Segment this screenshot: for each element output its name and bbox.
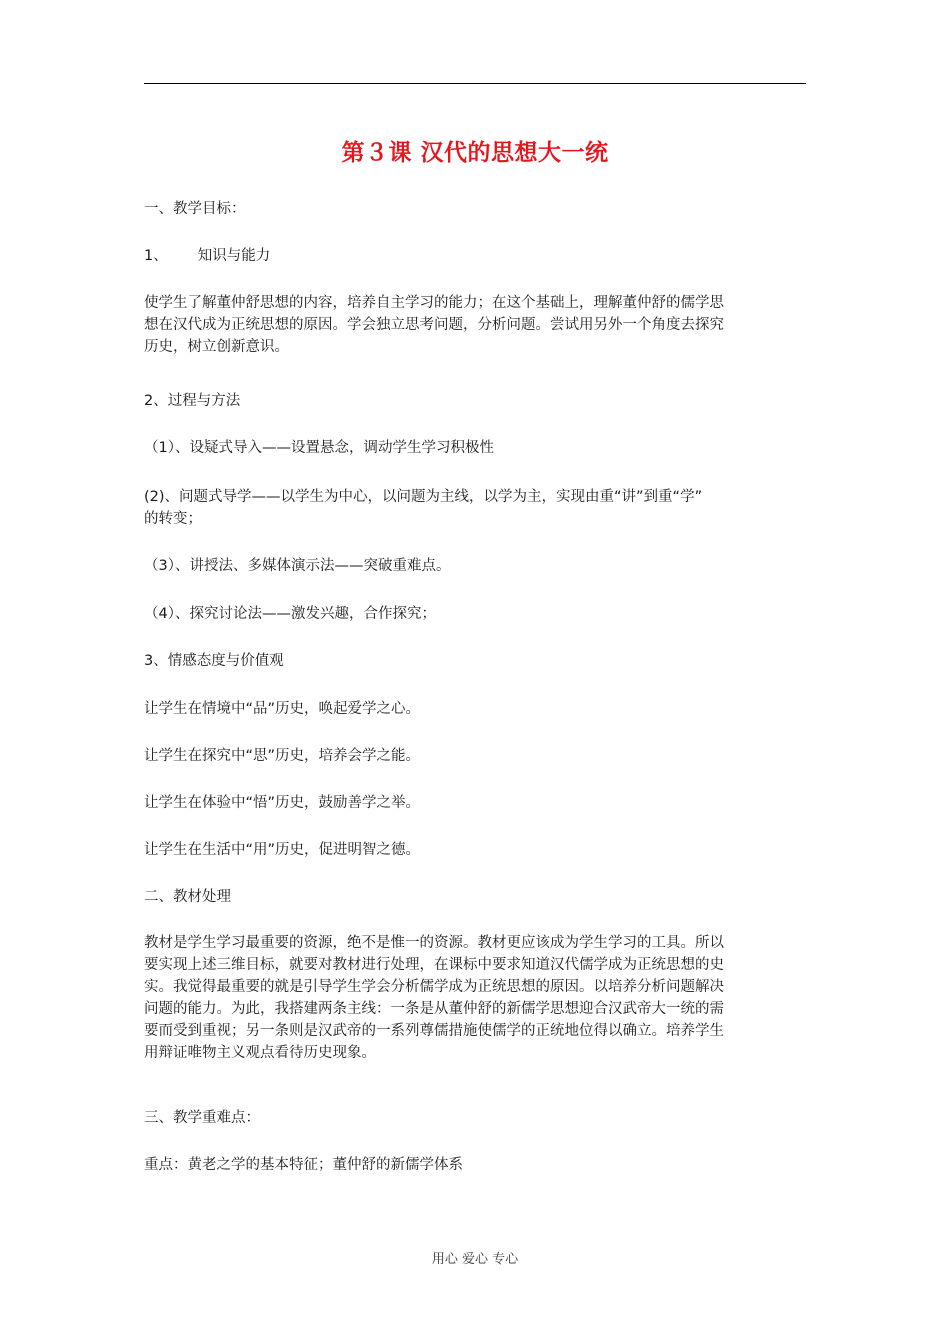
- paragraph-line: (2)、问题式导学——以学生为中心，以问题为主线，以学为主，实现由重“讲”到重“学”: [144, 489, 703, 505]
- section-1-2-heading: 2、过程与方法: [144, 393, 241, 409]
- method-item-4: （4）、探究讨论法——激发兴趣，合作探究；: [144, 606, 436, 622]
- section-1-1-label: 知识与能力: [197, 248, 271, 264]
- section-1-heading: 一、教学目标：: [144, 201, 246, 217]
- paragraph-line: 要而受到重视；另一条则是汉武帝的一系列尊儒措施使儒学的正统地位得以确立。培养学生: [144, 1023, 724, 1039]
- value-line-1: 让学生在情境中“品”历史，唤起爱学之心。: [144, 701, 421, 717]
- paragraph-line: 实。我觉得最重要的就是引导学生学会分析儒学成为正统思想的原因。以培养分析问题解决: [144, 979, 724, 995]
- section-2-paragraph: [144, 932, 806, 1064]
- page-title: 第３课 汉代的思想大一统: [341, 140, 609, 166]
- paragraph-line: 用辩证唯物主义观点看待历史现象。: [144, 1045, 376, 1061]
- paragraph-line: 想在汉代成为正统思想的原因。学会独立思考问题，分析问题。尝试用另外一个角度去探究: [144, 317, 724, 333]
- paragraph-line: 教材是学生学习最重要的资源，绝不是惟一的资源。教材更应该成为学生学习的工具。所以: [144, 935, 724, 951]
- method-item-3: （3）、讲授法、多媒体演示法——突破重难点。: [144, 558, 451, 574]
- paragraph-line: 的转变；: [144, 511, 202, 527]
- paragraph-line: 历史，树立创新意识。: [144, 339, 289, 355]
- key-points: 重点：黄老之学的基本特征；董仲舒的新儒学体系: [144, 1157, 463, 1173]
- method-item-1: （1）、设疑式导入——设置悬念，调动学生学习积极性: [144, 440, 494, 456]
- section-1-3-heading: 3、情感态度与价值观: [144, 653, 284, 669]
- value-line-3: 让学生在体验中“悟”历史，鼓励善学之举。: [144, 795, 421, 811]
- section-2-heading: 二、教材处理: [144, 889, 231, 905]
- section-1-1-number: 1、: [144, 248, 168, 264]
- paragraph-line: 要实现上述三维目标，就要对教材进行处理，在课标中要求知道汉代儒学成为正统思想的史: [144, 957, 724, 973]
- section-1-1-paragraph: [144, 292, 806, 358]
- header-rule: [144, 83, 806, 84]
- paragraph-line: 使学生了解董仲舒思想的内容，培养自主学习的能力；在这个基础上，理解董仲舒的儒学思: [144, 295, 724, 311]
- method-item-2: [144, 486, 806, 530]
- page-footer: 用心 爱心 专心: [431, 1252, 519, 1267]
- paragraph-line: 问题的能力。为此，我搭建两条主线：一条是从董仲舒的新儒学思想迎合汉武帝大一统的需: [144, 1001, 724, 1017]
- section-3-heading: 三、教学重难点：: [144, 1110, 260, 1126]
- value-line-2: 让学生在探究中“思”历史，培养会学之能。: [144, 748, 421, 764]
- section-1-1-heading: [144, 246, 806, 267]
- value-line-4: 让学生在生活中“用”历史，促进明智之德。: [144, 842, 421, 858]
